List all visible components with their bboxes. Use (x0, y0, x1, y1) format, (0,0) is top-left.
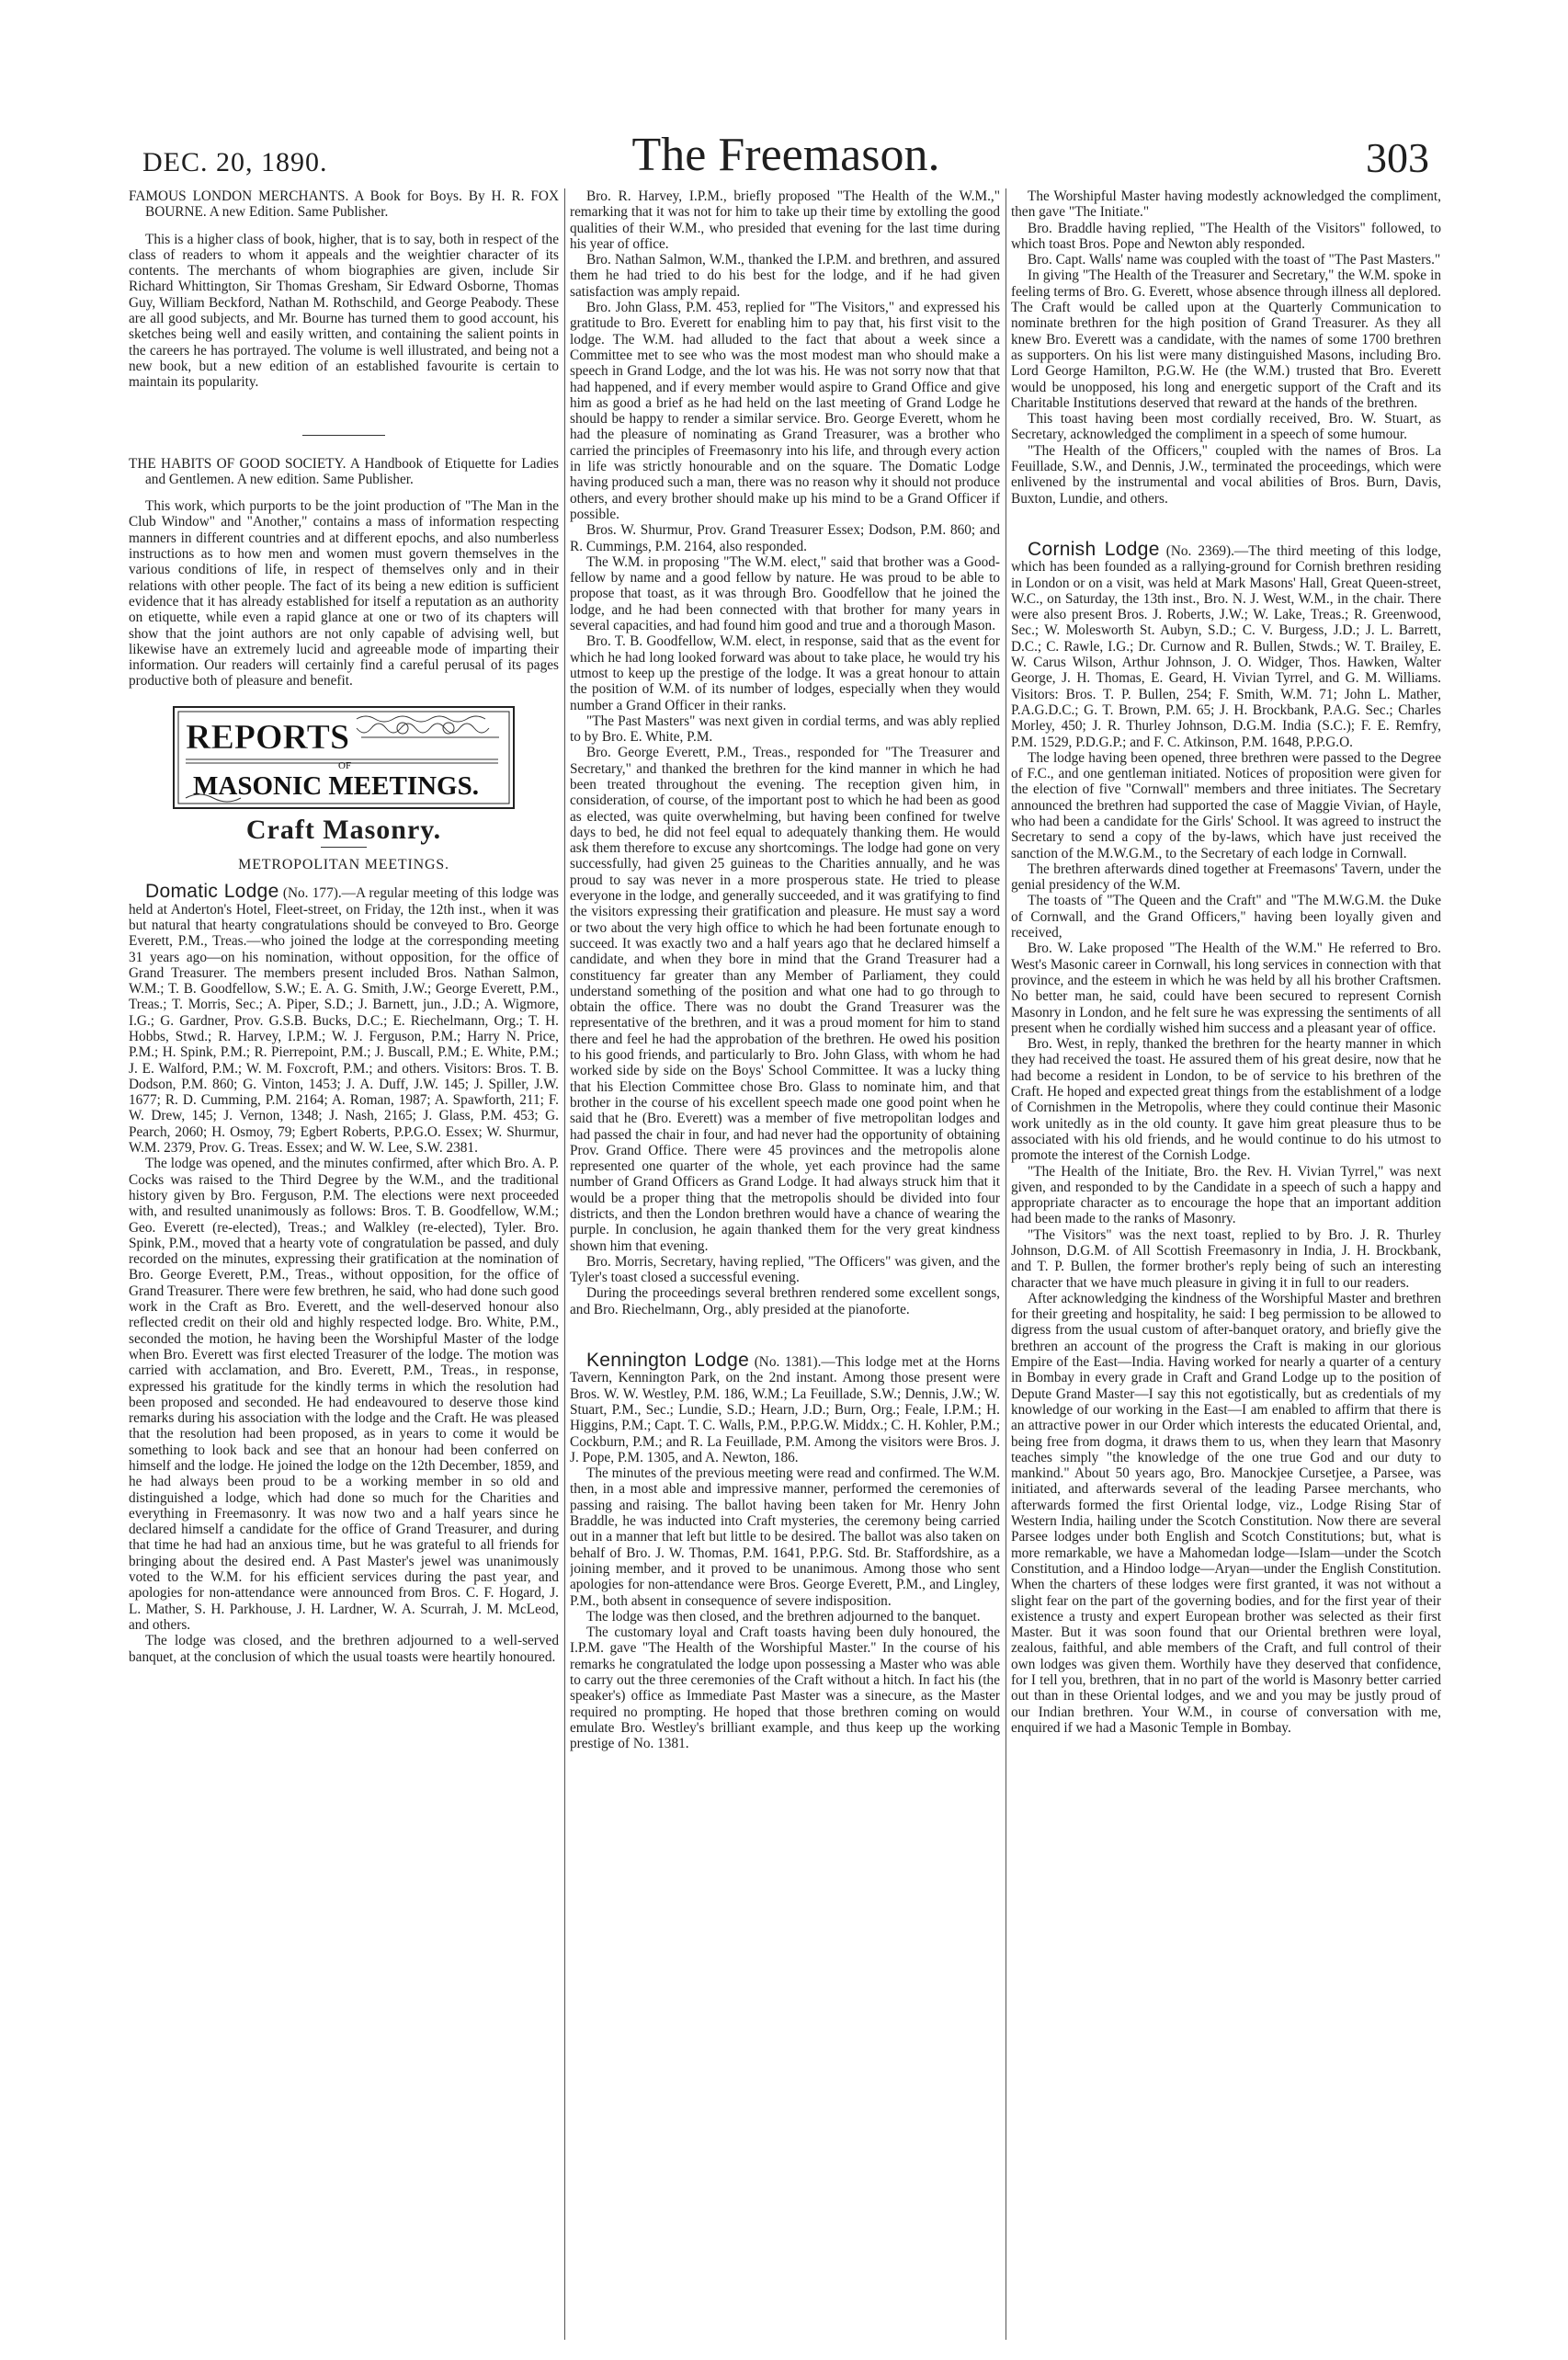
paragraph: "The Past Masters" was next given in cordial terms, and was ably replied to by Bro. E. White, P.M. (570, 713, 1000, 746)
paragraph: Bro. R. Harvey, I.P.M., briefly proposed "The Health of the W.M.," remarking that it was not for him to take up their time by extolling the good qualities of their W.M., who presided that evening for the last time during his year of office. (570, 188, 1000, 252)
paragraph: Bro. John Glass, P.M. 453, replied for "The Visitors," and expressed his gratitude to Bro. Everett for enabling him to pay that, his first visit to the lodge. The W.M. had alluded to the fact that about a week since a Committee met to see who was the most modest man who should make a speech in Grand Lodge, and the lot was his. He was not sorry now that that had happened, and if every member would aspire to Grand Office and give him as good a brief as he had held on the last meeting of Grand Lodge he should be happy to render a similar service. Bro. George Everett, whom he had the pleasure of nominating as Grand Treasurer, was a brother who carried the principles of Freemasonry into his life, and through every action in life was strictly honourable and on the square. The Domatic Lodge having produced such a man, there was no reason why it should not produce others, and every brother should make up his mind to be a Grand Officer if possible. (570, 300, 1000, 522)
paragraph: The brethren afterwards dined together at Freemasons' Tavern, under the genial presidency of the W.M. (1011, 861, 1441, 894)
issue-date: DEC. 20, 1890. (142, 147, 328, 177)
lodge-name-cornish: Cornish Lodge (1028, 538, 1160, 560)
paragraph: The lodge having been opened, three brethren were passed to the Degree of F.C., and one gentleman initiated. Notices of proposition were given for the election of five "Cornwall" members and three initiates. The Secretary announced the brethren had supported the case of Maggie Vivian, of Hayle, who had been a candidate for the Girls' School. It was agreed to instruct the Secretary to send a copy of the by-laws, which have just received the sanction of the M.W.G.M., to the Secretary of each lodge in Cornwall. (1011, 749, 1441, 861)
paragraph: Bro. George Everett, P.M., Treas., responded for "The Treasurer and Secretary," and thanked the brethren for the kind manner in which he had been treated throughout the evening. The reception given him, in consideration, of course, of the important post to which he had been as good as elected, was quite overwhelming, but having been confined for twelve days to bed, he did not feel equal to adequately thanking them. He would ask them therefore to excuse any shortcomings. The lodge had gone on very successfully, had given 25 guineas to the Charities annually, and he was proud to say was never in a more prosperous state. He tried to please everyone in the lodge, and generally succeeded, and it was gratifying to find the visitors expressing their gratification and pleasure. He must say a word or two about the very high office to which he had been fortunate enough to succeed. It was exactly two and a half years ago that he declared himself a candidate, and when they bore in mind that the Grand Treasurer had a constituency far greater than any Member of Parliament, they could understand something of the position and what one had to go through to obtain the office. There was no doubt the Grand Treasurer was the representative of the brethren, and it was a proud moment for him to stand there and feel he had the approbation of the brethren. He owed his position to his good friends, and particularly to Bro. John Glass, with whom he had worked side by side on the Boys' School Committee. It was a lucky thing that his Election Committee chose Bro. Glass to nominate him, and that brother in the course of his excellent speech made one good point when he said that he (Bro. Everett) was a member of five metropolitan lodges and had passed the chair in four, and had never had the opportunity of obtaining Prov. Grand Office. There were 45 provinces and the metropolis alone represented one quarter of the whole, yet each province had the same number of Grand Officers as Grand Lodge. It had always struck him that it would be a proper thing that the metropolis should be divided into four districts, and then the London brethren would have a chance of wearing the purple. In conclusion, he again thanked them for the very great kindness shown him that evening. (570, 745, 1000, 1254)
paragraph: After acknowledging the kindness of the Worshipful Master and brethren for their greeting and hospitality, he said: I beg permission to be allowed to digress from the usual custom of after-banquet oratory, and briefly give the brethren an account of the progress the Craft is making in our glorious Empire of the East—India. Having worked for nearly a quarter of a century in Bombay in every grade in Craft and Grand Lodge up to the position of Depute Grand Master—I say this not egotistically, but as credentials of my knowledge of our working in the East—I am enabled to affirm that there is an attractive power in our Order which interests the educated Oriental, and, being free from dogma, it draws them to us, when they learn that Masonry teaches simply "the knowledge of the one true God and our duty to mankind." About 50 years ago, Bro. Manockjee Cursetjee, a Parsee, was initiated, and afterwards several of the leading Parsee merchants, who afterwards formed the first Oriental lodge, viz., Lodge Rising Star of Western India, hailing under the Scotch Constitution. Now there are several Parsee lodges under both English and Scotch Constitutions; but, what is more remarkable, we have a Mahomedan lodge—Islam—under the Scotch Constitution, and a Hindoo lodge—Aryan—under the English Constitution. When the charters of these lodges were first granted, it was not without a slight fear on the part of the governing bodies, and for the first year of their existence a trusty and expert European brother was selected as their first Master. But it was soon found that our Oriental brethren were loyal, zealous, faithful, and able members of the Craft, and full control of their own lodges was given them. Worthily have they deserved that confidence, for I tell you, brethren, that in no part of the world is Masonry better carried out than in these Oriental lodges, and we and you may be justly proud of our Indian brethren. Your W.M., in course of conversation with me, enquired if we had a Masonic Temple in Bombay. (1011, 1290, 1441, 1736)
paragraph: The toasts of "The Queen and the Craft" and "The M.W.G.M. the Duke of Cornwall, and the Grand Officers," having been loyally given and received, (1011, 893, 1441, 941)
lodge-number: (No. 1381). (754, 1354, 822, 1371)
separator (321, 847, 367, 848)
lodge-number: (No. 2369). (1165, 542, 1234, 559)
paragraph: Bro. Capt. Walls' name was coupled with the toast of "The Past Masters." (1028, 252, 1441, 268)
paragraph: Bro. West, in reply, thanked the brethren for the hearty manner in which they had received the toast. He assured them of his great desire, now that he had become a resident in London, to be of service to his brethren of the Craft. He hoped and expected great things from the establishment of a lodge of Cornishmen in the Metropolis, where they could continue their Masonic work unitedly as in the old county. It gave him great pleasure thus to be associated with his old friends, and he would continue to do his utmost to promote the interest of the Cornish Lodge. (1011, 1036, 1441, 1164)
paragraph: The lodge was then closed, and the brethren adjourned to the banquet. (586, 1608, 981, 1625)
paragraph: The lodge was closed, and the brethren adjourned to a well-served banquet, at the conclusion of which the usual toasts were heartily honoured. (129, 1633, 559, 1665)
paragraph: "The Health of the Initiate, Bro. the Rev. H. Vivian Tyrrel," was next given, and responded to by the Candidate in a speech of such a happy and appropriate character as to encourage the hope that an important addition had been made to the ranks of Masonry. (1011, 1163, 1441, 1227)
subsection-heading: METROPOLITAN MEETINGS. (238, 857, 449, 873)
column-2 (570, 188, 1000, 2344)
book-notice-heading: FAMOUS LONDON MERCHANTS. A Book for Boys. By H. R. FOX BOURNE. A new Edition. Same Publisher. (129, 188, 559, 221)
lodge-name-kennington: Kennington Lodge (586, 1350, 750, 1372)
section-title: Craft Masonry. (245, 814, 442, 845)
paragraph: Bro. Nathan Salmon, W.M., thanked the I.P.M. and brethren, and assured them he had tried to do his best for the lodge, and if he had given satisfaction was amply repaid. (570, 252, 1000, 300)
paragraph: The Worshipful Master having modestly acknowledged the compliment, then gave "The Initiate." (1011, 188, 1441, 221)
page-number: 303 (1366, 134, 1429, 181)
reports-banner-graphic (173, 706, 515, 809)
paragraph: The W.M. in proposing "The W.M. elect," said that brother was a Good-fellow by name and a good fellow by nature. He was proud to be able to propose that toast, as it was through Bro. Goodfellow that he joined the lodge, and he had been connected with that brother for many years in several capacities, and had found him good and true and a thorough Mason. (570, 553, 1000, 634)
book-notice-heading: THE HABITS OF GOOD SOCIETY. A Handbook of Etiquette for Ladies and Gentlemen. A new edition. Same Publisher. (129, 455, 559, 487)
paragraph: Bro. Braddle having replied, "The Health of the Visitors" followed, to which toast Bros. Pope and Newton ably responded. (1011, 220, 1441, 252)
banner-title-bottom: MASONIC MEETINGS. (193, 770, 479, 801)
column-1 (129, 188, 559, 2344)
paragraph: This toast having been most cordially received, Bro. W. Stuart, as Secretary, acknowledged the compliment in a speech of some humour. (1011, 411, 1441, 443)
banner-of: OF (338, 759, 352, 771)
paragraph: "The Health of the Officers," coupled with the names of Bros. La Feuillade, S.W., and Dennis, J.W., terminated the proceedings, which were enlivened by the instrumental and vocal abilities of Bros. Burn, Davis, Buxton, Lundie, and others. (1011, 442, 1441, 507)
paragraph: In giving "The Health of the Treasurer and Secretary," the W.M. spoke in feeling terms of Bro. G. Everett, whose absence through illness all deplored. The Craft would be called upon at the Quarterly Communication to nominate brethren for the high position of Grand Treasurer. As they all knew Bro. Everett was a candidate, with the names of some 1700 brethren as supporters. On his list were many distinguished Masons, including Bro. Lord George Hamilton, P.G.W. He (the W.M.) trusted that Bro. Everett would be unopposed, his long and energetic support of the Craft and its Charitable Institutions deserved that reward at the hands of the brethren. (1011, 268, 1441, 411)
paragraph: The minutes of the previous meeting were read and confirmed. The W.M. then, in a most able and impressive manner, performed the ceremonies of passing and raising. The ballot having been taken for Mr. Henry John Braddle, he was inducted into Craft mysteries, the ceremony being carried out in a manner that left but little to be desired. The ballot was also taken on behalf of Bro. J. W. Thomas, P.M. 1641, P.P.G. Std. Br. Staffordshire, as a joining member, and it proved to be unanimous. Among those who sent apologies for non-attendance were Bros. George Everett, P.M., and Lingley, P.M., both absent in consequence of severe indisposition. (570, 1465, 1000, 1609)
separator (302, 435, 385, 436)
paragraph: The lodge was opened, and the minutes confirmed, after which Bro. A. P. Cocks was raised to the Third Degree by the W.M., and the traditional history given by Bro. Ferguson, P.M. The elections were next proceeded with, and resulted unanimously as follows: Bros. T. B. Goodfellow, W.M.; Geo. Everett (re-elected), Treas.; and Walkley (re-elected), Tyler. Bro. Spink, P.M., moved that a hearty vote of congratulation be passed, and duly recorded on the minutes, expressing their gratification at the nomination of Bro. George Everett, P.M., Treas., without opposition, for the office of Grand Treasurer. There were few brethren, he said, who had done such good work in the Craft as Bro. Everett, and the well-deserved honour also reflected credit on their old and highly respected lodge. Bro. White, P.M., seconded the motion, he having been the Worshipful Master of the lodge when Bro. Everett was first elected Treasurer of the lodge. The motion was carried with acclamation, and Bro. Everett, P.M., Treas., in response, expressed his gratitude for the kindly terms in which the resolution had been proposed and seconded. He had endeavoured to deserve those kind remarks during his association with the lodge and the Craft. He was pleased that the resolution had been proposed, as in years to come it would be something to look back and see that an honour had been conferred on himself and the lodge. He joined the lodge on the 12th December, 1859, and he had always been proud to be a working member in so old and distinguished a lodge, which had done so much for the Charities and everything in Freemasonry. It was now two and a half years since he declared himself a candidate for the office of Grand Treasurer, and during that time he had had an anxious time, but he was grateful to all friends for bringing about the desired end. A Past Master's jewel was unanimously voted to the W.M. for his efficient services during the past year, and apologies for non-attendance were announced from Bros. C. F. Hogard, J. L. Mather, S. H. Parkhouse, J. H. Lardner, W. A. Scurrah, J. M. McLeod, and others. (129, 1156, 559, 1633)
paragraph: This is a higher class of book, higher, that is to say, both in respect of the class of readers to whom it appeals and the weightier character of its contents. The merchants of whom biographies are given, include Sir Richard Whittington, Sir Thomas Gresham, Sir Edward Osborne, Thomas Guy, William Beckford, Nathan M. Rothschild, and George Peabody. These are all good subjects, and Mr. Bourne has turned them to good account, his sketches being well and easily written, and containing the salient points in the careers he has portrayed. The volume is well illustrated, and being not a new book, but a new edition of an established favourite is certain to maintain its popularity. (129, 231, 559, 391)
masthead (142, 118, 1429, 182)
paragraph: Bros. W. Shurmur, Prov. Grand Treasurer Essex; Dodson, P.M. 860; and R. Cummings, P.M. 2164, also responded. (570, 522, 1000, 554)
reports-banner (173, 706, 515, 809)
banner-title-top: REPORTS (186, 717, 350, 757)
publication-title: The Freemason. (631, 129, 940, 181)
column-rule-1 (564, 188, 565, 2340)
lodge-report: —The third meeting of this lodge, which has been founded as a rallying-ground for Cornish brethren residing in London or on a visit, was held at Mark Masons' Hall, Great Queen-street, W.C., on Saturday, the 13th inst., Bro. N. J. West, W.M., in the chair. There were also present Bros. J. Roberts, J.W.; W. Lake, Treas.; R. Greenwood, Sec.; W. Molesworth St. Aubyn, S.D.; C. V. Burgess, J.D.; J. L. Barrett, D.C.; C. Rawle, I.G.; Dr. Curnow and R. Bullen, Stwds.; W. T. Brailey, E. W. Carus Wilson, Arthur Johnson, J. O. Widger, Thos. Hawken, Walter George, J. H. Thomas, E. Geard, H. Vivian Tyrrel, and G. M. Williams. Visitors: Bros. T. P. Bullen, 254; F. Smith, W.M. 71; John L. Mather, P.A.G.D.C.; G. T. Brown, P.M. 65; J. H. Brockbank, P.A.G. Sec.; Charles Morley, 450; J. R. Thurley Johnson, D.G.M. India (S.C.); F. E. Remfry, P.M. 1529, P.D.G.P.; and F. C. Atkinson, P.M. 1648, P.P.G.O. (1011, 542, 1441, 750)
paragraph: Bro. Morris, Secretary, having replied, "The Officers" was given, and the Tyler's toast closed a successful evening. (570, 1253, 1000, 1286)
paragraph: Bro. W. Lake proposed "The Health of the W.M." He referred to Bro. West's Masonic career in Cornwall, his long services in connection with that province, and the esteem in which he was held by all his brother Craftsmen. No better man, he said, could have been secured to represent Cornish Masonry in London, and he felt sure he was expressing the sentiments of all present when he cordially wished him success and a pleasant year of office. (1011, 941, 1441, 1036)
lodge-report: —A regular meeting of this lodge was held at Anderton's Hotel, Fleet-street, on Friday, the 12th inst., when it was but natural that hearty congratulations should be conveyed to Bro. George Everett, P.M., Treas.—who joined the lodge at the corresponding meeting 31 years ago—on his nomination, without opposition, for the office of Grand Treasurer. The members present included Bros. Nathan Salmon, W.M.; T. B. Goodfellow, S.W.; E. A. G. Smith, J.W.; George Everett, P.M., Treas.; T. Morris, Sec.; A. Piper, S.D.; J. Barnett, jun., J.D.; A. Wigmore, I.G.; G. Gardner, Prov. G.S.B. Bucks, D.C.; E. Riechelmann, Org.; T. H. Hobbs, Stwd.; R. Harvey, I.P.M.; W. J. Ferguson, P.M.; Harry N. Price, P.M.; H. Spink, P.M.; R. Pierrepoint, P.M.; J. Buscall, P.M.; E. White, P.M.; J. E. Walford, P.M.; W. M. Foxcroft, P.M.; and others. Visitors: Bros. T. B. Dodson, P.M. 860; G. Vinton, 1453; J. A. Duff, J.W. 145; J. Spiller, J.W. 1677; R. D. Cumming, P.M. 2164; A. Roman, 1987; A. Spawforth, 211; F. W. Drew, 145; J. Vernon, 1348; J. Nash, 2165; J. Glass, P.M. 453; G. Pearch, 2060; H. Osmoy, 79; Egbert Roberts, P.P.G.O. Essex; W. Shurmur, W.M. 2379, Prov. G. Treas. Essex; and W. W. Lee, S.W. 2381. (129, 885, 559, 1157)
paragraph: Bro. T. B. Goodfellow, W.M. elect, in response, said that as the event for which he had long looked forward was about to take place, he would try his utmost to keep up the prestige of the lodge. It was a great honour to attain the position of W.M. of its number of lodges, especially when they would number a Grand Officer in their ranks. (570, 633, 1000, 713)
paragraph: "The Visitors" was the next toast, replied to by Bro. J. R. Thurley Johnson, D.G.M. of All Scottish Freemasonry in India, J. H. Brockbank, and T. P. Bullen, the former brother's reply being of such an interesting character that we have much pleasure in giving it in full to our readers. (1011, 1226, 1441, 1291)
paragraph: During the proceedings several brethren rendered some excellent songs, and Bro. Riechelmann, Org., ably presided at the pianoforte. (570, 1285, 1000, 1317)
lodge-name-domatic: Domatic Lodge (145, 881, 279, 903)
paragraph: The customary loyal and Craft toasts having been duly honoured, the I.P.M. gave "The Health of the Worshipful Master." In the course of his remarks he congratulated the lodge upon possessing a Master who was able to carry out the three ceremonies of the Craft without a hitch. In fact his (the speaker's) office as Immediate Past Master was a sinecure, as the Master required no prompting. He hoped that those brethren coming on would emulate Bro. Westley's brilliant example, and thus keep up the working prestige of No. 1381. (570, 1625, 1000, 1752)
lodge-report: —This lodge met at the Horns Tavern, Kennington Park, on the 2nd instant. Among those present were Bros. W. W. Westley, P.M. 186, W.M.; La Feuillade, S.W.; Dennis, J.W.; W. Stuart, P.M., Sec.; Lundie, S.D.; Hearn, J.D.; Burn, Org.; Feale, I.P.M.; H. Higgins, P.M.; Capt. T. C. Walls, P.M., P.P.G.W. Middx.; C. H. Kohler, P.M.; Cockburn, P.M.; and R. La Feuillade, P.M. Among the visitors were Bros. J. J. Pope, P.M. 1305, and A. Newton, 186. (570, 1354, 1000, 1465)
paragraph: This work, which purports to be the joint production of "The Man in the Club Window" and "Another," contains a mass of information respecting manners in different countries and at different epochs, and also numberless instructions as to how men and women must govern themselves in the various conditions of life, in respect of themselves only and in their relations with other people. The fact of its being a new edition is sufficient evidence that it has already established for itself a reputation as an authority on etiquette, while even a rapid glance at one or two of its chapters will show that the joint authors are not only capable of advising well, but likewise have an extremely lucid and agreeable mode of imparting their information. Our readers will certainly find a careful perusal of its pages productive both of pleasure and benefit. (129, 498, 559, 690)
lodge-number: (No. 177). (282, 885, 342, 902)
column-3 (1011, 188, 1441, 2344)
